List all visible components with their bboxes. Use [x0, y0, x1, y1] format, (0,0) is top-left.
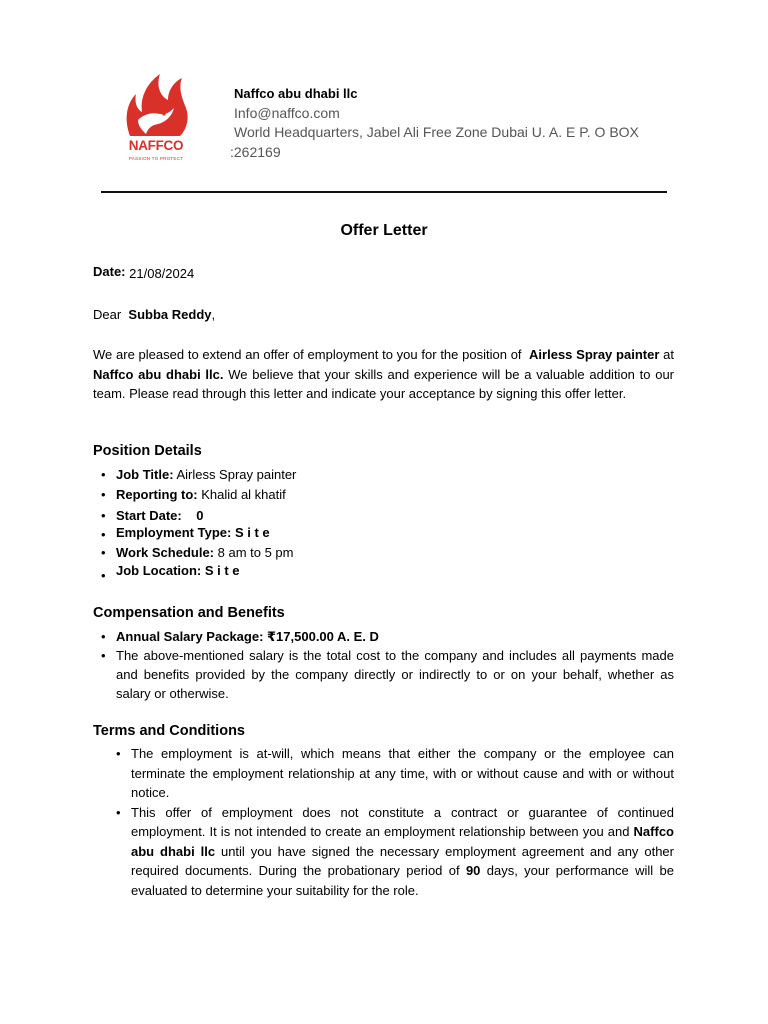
greeting-prefix: Dear — [93, 307, 125, 322]
item-value: 0 — [181, 508, 204, 523]
flame-eagle-icon — [120, 68, 192, 138]
terms-list — [108, 744, 674, 900]
intro-paragraph — [93, 345, 674, 404]
item-value: S i t e — [201, 562, 240, 578]
logo-tagline: PASSION TO PROTECT — [128, 156, 184, 161]
terms-item-text: The employment is at-will, which means that either the company or the employee can terminate the employment relationship at any time, with or without cause and with or without notice. — [131, 746, 674, 800]
terms-heading: Terms and Conditions — [93, 723, 245, 739]
recipient-name: Subba Reddy — [128, 307, 212, 322]
terms-item-text: This offer of employment does not constitute a contract or guarantee of continued employment. It is not intended to create an employment relationship between you and — [131, 804, 674, 839]
item-value: S i t e — [231, 524, 270, 540]
list-item: • Job Title: Airless Spray painter — [101, 467, 297, 482]
compensation-heading: Compensation and Benefits — [93, 605, 285, 621]
header-divider — [101, 191, 667, 193]
position-details-list — [93, 465, 674, 582]
company-email: Info@naffco.com — [234, 105, 340, 121]
date-row — [93, 266, 194, 281]
list-item: • This offer of employment does not constitute a contract or guarantee of continued employment. It is not intended to create an employment relationship between you and Naffco abu dhabi llc until you have signed the necessary employment agreement and any other required documents. During the probationary period of 90 days, your performance will be evaluated to determine your suitability for the role. — [116, 804, 674, 898]
company-name: Naffco abu dhabi llc — [234, 86, 358, 101]
date-label: Date: — [93, 264, 126, 279]
intro-text-3: We believe that your skills and experience will be a valuable addition to our team. Please read through this letter and indicate your acceptance by signing this offer letter. — [93, 366, 675, 401]
item-label: Job Title: — [116, 467, 174, 482]
position-details-heading: Position Details — [93, 443, 202, 459]
item-value: Khalid al khatif — [197, 486, 286, 502]
terms-item-text: days, your performance will be evaluated to determine your suitability for the role. — [131, 863, 674, 898]
item-value: 8 am to 5 pm — [214, 545, 294, 560]
logo-wordmark: NAFFCO — [128, 138, 184, 153]
list-item: • Reporting to: Khalid al khatif — [101, 486, 286, 502]
item-label: Reporting to: — [116, 486, 198, 502]
list-item: • Annual Salary Package: ₹17,500.00 A. E. D — [101, 629, 379, 644]
intro-text-2: at — [659, 347, 674, 362]
list-item: • The employment is at-will, which means that either the company or the employee can terminate the employment relationship at any time, with or without cause and with or without notice. — [116, 746, 674, 800]
terms-company: Naffco abu dhabi llc — [131, 824, 674, 859]
probation-days: 90 — [465, 863, 481, 878]
greeting — [93, 307, 215, 322]
salary-note: The above-mentioned salary is the total cost to the company and includes all payments made and benefits provided by the company directly or indirectly to or on your behalf, whether as salary or otherwise. — [116, 648, 674, 701]
list-item: • Job Location: S i t e — [101, 562, 240, 583]
naffco-logo — [120, 68, 192, 166]
list-item: • The above-mentioned salary is the total cost to the company and includes all payments made and benefits provided by the company directly or indirectly to or on your behalf, whether as salary or otherwise. — [101, 648, 674, 701]
date-value: 21/08/2024 — [129, 266, 195, 281]
list-item: • Start Date: 0 — [101, 508, 204, 523]
company-address-line2: :262169 — [230, 144, 281, 160]
terms-item-text: until you have signed the necessary employment agreement and any other required documents. During the probationary period of — [131, 843, 674, 878]
item-label: Work Schedule: — [116, 545, 215, 560]
salary-package: Annual Salary Package: ₹17,500.00 A. E. D — [116, 629, 379, 644]
company-address-line1: World Headquarters, Jabel Ali Free Zone Dubai U. A. E P. O BOX — [234, 124, 639, 140]
document-title: Offer Letter — [340, 222, 428, 239]
item-label: Start Date: — [116, 508, 182, 523]
list-item: • Employment Type: S i t e — [101, 524, 270, 542]
item-value: Airless Spray painter — [173, 467, 297, 482]
intro-text-1: We are pleased to extend an offer of employment to you for the position of — [93, 347, 526, 362]
compensation-list — [93, 627, 674, 703]
list-item: • Work Schedule: 8 am to 5 pm — [101, 545, 294, 560]
item-label: Job Location: — [116, 562, 202, 578]
item-label: Employment Type: — [116, 524, 232, 540]
intro-company: Naffco abu dhabi llc. — [93, 366, 224, 382]
intro-position: Airless Spray painter — [529, 347, 660, 362]
greeting-suffix: , — [211, 307, 216, 322]
